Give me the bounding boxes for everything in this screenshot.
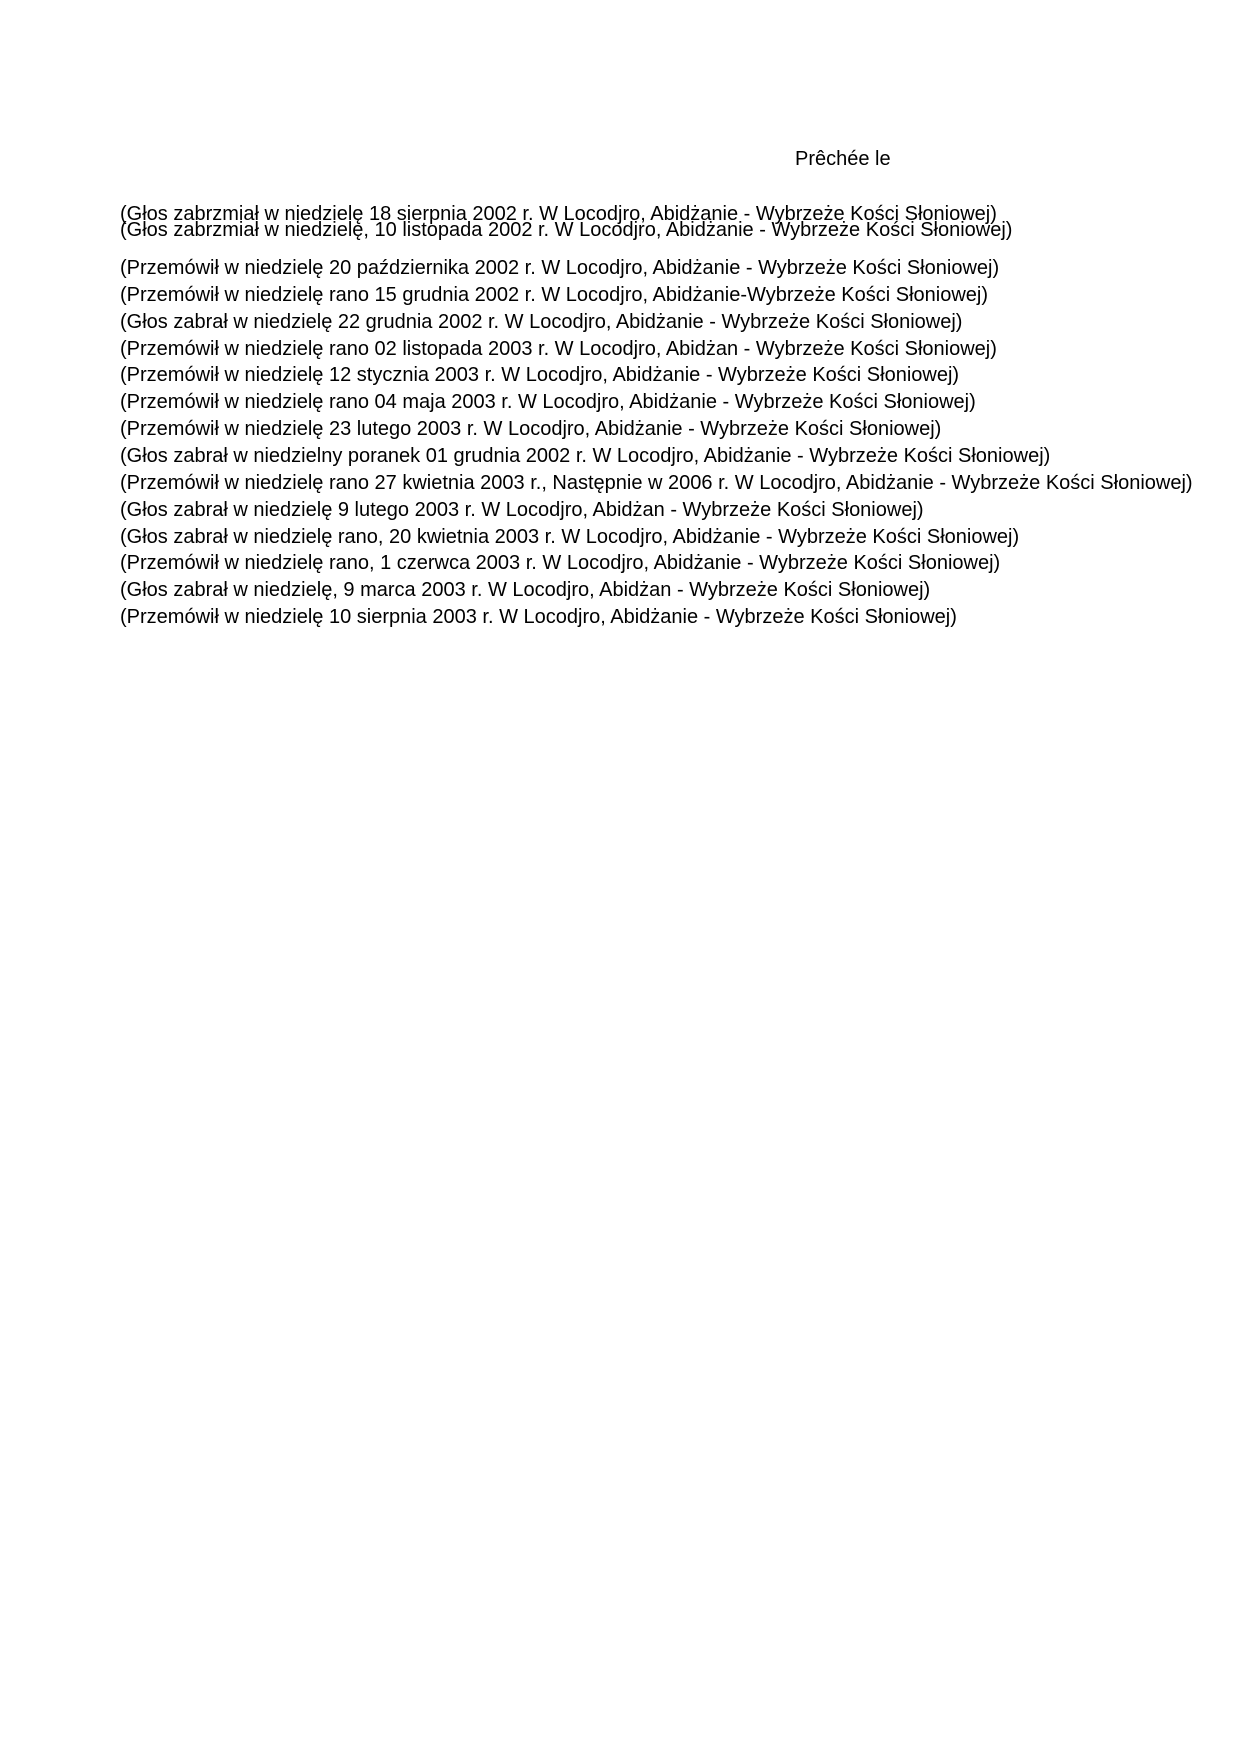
- entry-line: (Przemówił w niedzielę rano 27 kwietnia 2003 r., Następnie w 2006 r. W Locodjro, Abidżanie - Wybrzeże Kości Słoniowej): [120, 472, 1193, 494]
- entry-line: (Przemówił w niedzielę 10 sierpnia 2003 r. W Locodjro, Abidżanie - Wybrzeże Kości Słoniowej): [120, 606, 957, 628]
- header-text: Prêchée le: [795, 148, 891, 170]
- entry-line: (Głos zabrał w niedzielę, 9 marca 2003 r. W Locodjro, Abidżan - Wybrzeże Kości Słoniowej): [120, 579, 931, 601]
- entry-line: (Przemówił w niedzielę rano, 1 czerwca 2003 r. W Locodjro, Abidżanie - Wybrzeże Kości Słoniowej): [120, 552, 1001, 574]
- entry-line: (Głos zabrał w niedzielę rano, 20 kwietnia 2003 r. W Locodjro, Abidżanie - Wybrzeże Kości Słoniowej): [120, 526, 1020, 548]
- entry-line: (Przemówił w niedzielę rano 15 grudnia 2002 r. W Locodjro, Abidżanie-Wybrzeże Kości Słoniowej): [120, 284, 989, 306]
- entry-line: (Głos zabrał w niedzielę 22 grudnia 2002 r. W Locodjro, Abidżanie - Wybrzeże Kości Słoniowej): [120, 311, 963, 333]
- entry-line: (Głos zabrzmiał w niedzielę, 10 listopada 2002 r. W Locodjro, Abidżanie - Wybrzeże Kości Słoniowej): [120, 219, 1013, 241]
- entry-line: (Przemówił w niedzielę rano 04 maja 2003 r. W Locodjro, Abidżanie - Wybrzeże Kości Słoniowej): [120, 391, 976, 413]
- entry-line: (Głos zabrał w niedzielny poranek 01 grudnia 2002 r. W Locodjro, Abidżanie - Wybrzeże Kości Słoniowej): [120, 445, 1051, 467]
- entry-line: (Przemówił w niedzielę 23 lutego 2003 r. W Locodjro, Abidżanie - Wybrzeże Kości Słoniowej): [120, 418, 942, 440]
- entry-line: (Przemówił w niedzielę 20 października 2002 r. W Locodjro, Abidżanie - Wybrzeże Kości Słoniowej): [120, 257, 1000, 279]
- entry-line: (Głos zabrzmiał w niedzielę 18 sierpnia 2002 r. W Locodjro, Abidżanie - Wybrzeże Kości Słoniowej): [120, 203, 997, 225]
- entry-line: (Głos zabrał w niedzielę 9 lutego 2003 r. W Locodjro, Abidżan - Wybrzeże Kości Słoniowej): [120, 499, 924, 521]
- entry-line: (Przemówił w niedzielę rano 02 listopada 2003 r. W Locodjro, Abidżan - Wybrzeże Kości Słoniowej): [120, 338, 997, 360]
- entry-line: (Przemówił w niedzielę 12 stycznia 2003 r. W Locodjro, Abidżanie - Wybrzeże Kości Słoniowej): [120, 364, 960, 386]
